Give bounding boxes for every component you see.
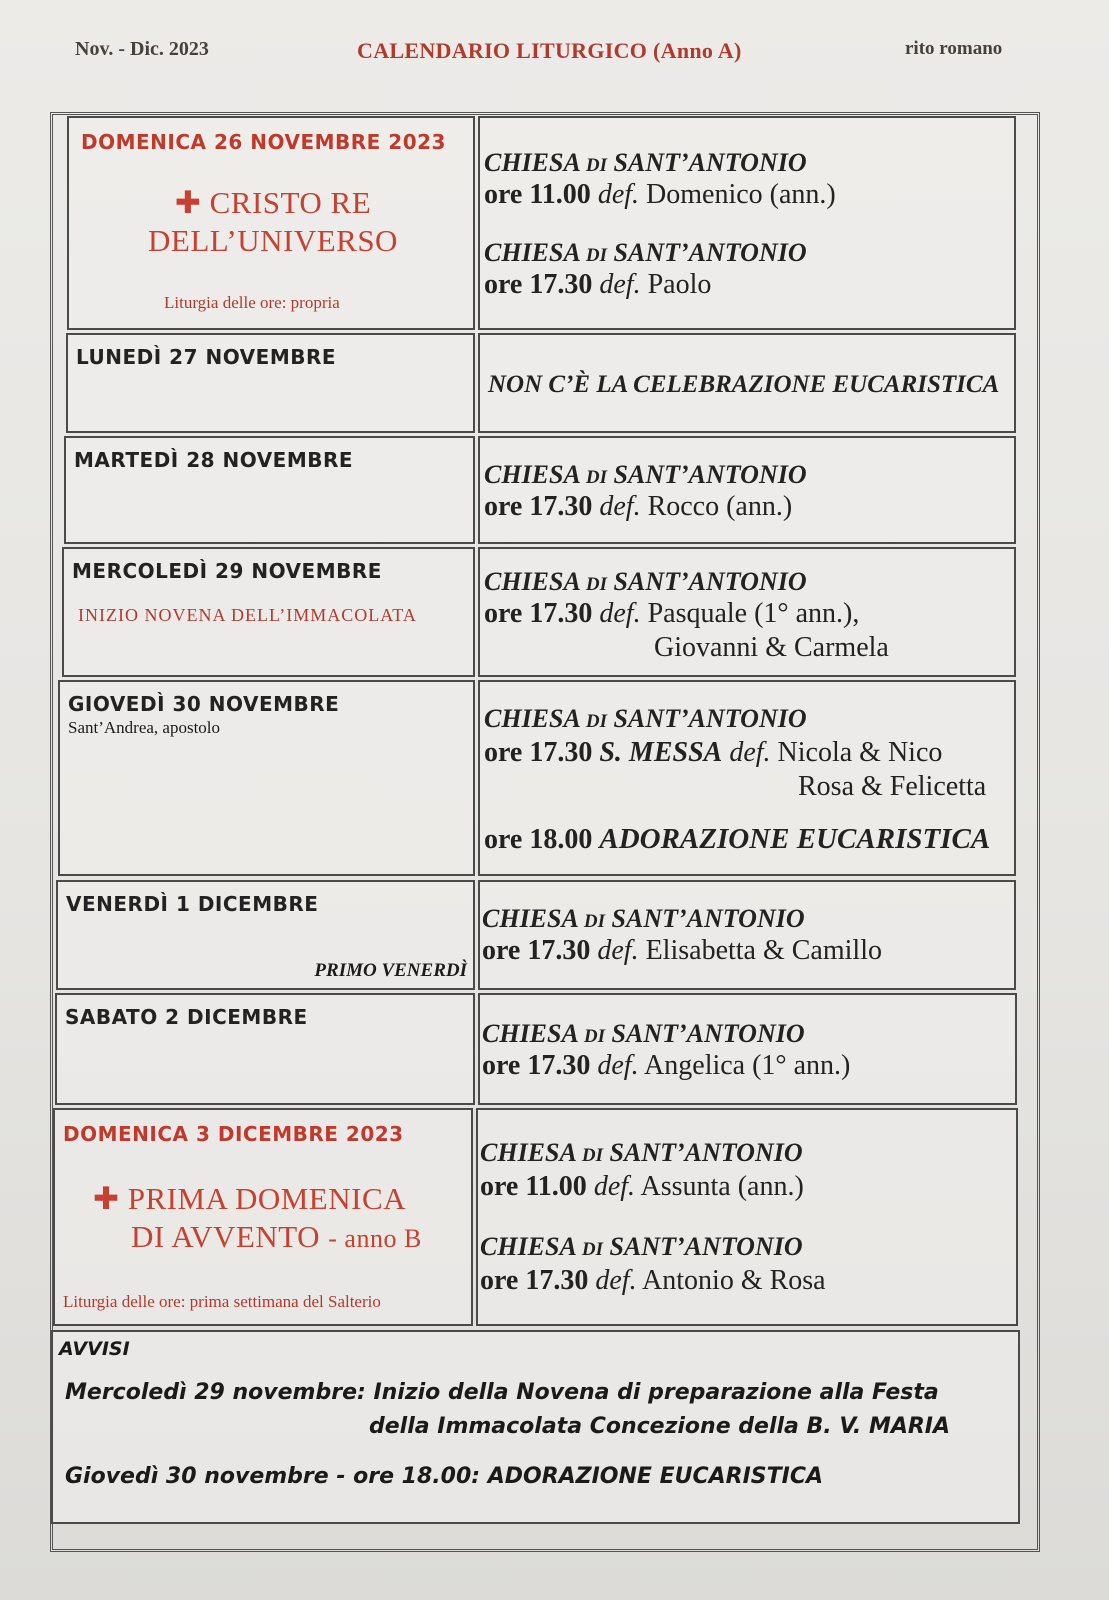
novena-note: INIZIO NOVENA DELL’IMMACOLATA — [78, 605, 417, 625]
day-title: MERCOLEDÌ 29 NOVEMBRE — [72, 559, 382, 583]
header-date-range: Nov. - Dic. 2023 — [75, 38, 209, 60]
mass-cell-wednesday-29 — [478, 547, 1016, 677]
church-name: CHIESA DI SANT’ANTONIO — [484, 238, 807, 267]
first-friday-note: PRIMO VENERDÌ — [314, 960, 467, 981]
mass-entry-cont: Rosa & Felicetta — [798, 771, 987, 802]
day-cell-monday-27 — [66, 333, 475, 433]
church-name: CHIESA DI SANT’ANTONIO — [484, 567, 807, 596]
notices-title: AVVISI — [59, 1338, 130, 1360]
day-cell-thursday-30 — [58, 680, 475, 876]
mass-cell-saturday-2 — [478, 993, 1017, 1105]
church-name: CHIESA DI SANT’ANTONIO — [482, 904, 805, 933]
day-title: DOMENICA 3 DICEMBRE 2023 — [63, 1122, 404, 1146]
day-title: LUNEDÌ 27 NOVEMBRE — [76, 345, 337, 369]
mass-entry: ore 17.30 def. Antonio & Rosa — [480, 1265, 826, 1296]
church-name: CHIESA DI SANT’ANTONIO — [480, 1232, 803, 1261]
mass-entry: ore 17.30 def. Rocco (ann.) — [484, 491, 793, 522]
mass-cell-friday-1 — [478, 880, 1016, 990]
mass-cell-sunday-3 — [476, 1108, 1018, 1326]
mass-cell-sunday-26 — [478, 116, 1016, 330]
cross-icon: ✚ — [174, 185, 202, 220]
header-rite: rito romano — [905, 38, 1003, 59]
feast-title-line2: DELL’UNIVERSO — [148, 223, 398, 258]
church-name: CHIESA DI SANT’ANTONIO — [480, 1138, 803, 1167]
mass-cell-tuesday-28 — [478, 436, 1016, 544]
day-cell-friday-1 — [56, 880, 475, 990]
day-cell-wednesday-29 — [62, 547, 475, 677]
day-cell-saturday-2 — [55, 993, 475, 1105]
church-name: CHIESA DI SANT’ANTONIO — [484, 460, 807, 489]
mass-cell-monday-27 — [478, 333, 1016, 433]
mass-entry: ore 17.30 def. Paolo — [484, 269, 712, 300]
mass-entry: ore 17.30 def. Angelica (1° ann.) — [482, 1050, 851, 1081]
mass-entry: ore 11.00 def. Domenico (ann.) — [484, 179, 836, 210]
notice-line: Giovedì 30 novembre - ore 18.00: ADORAZIONE EUCARISTICA — [65, 1464, 824, 1489]
church-name: CHIESA DI SANT’ANTONIO — [484, 148, 807, 177]
day-title: MARTEDÌ 28 NOVEMBRE — [74, 448, 354, 472]
liturgy-note: Liturgia delle ore: prima settimana del Salterio — [63, 1292, 381, 1311]
day-cell-sunday-26 — [67, 116, 475, 330]
notice-line: della Immacolata Concezione della B. V. MARIA — [369, 1414, 951, 1439]
church-name: CHIESA DI SANT’ANTONIO — [484, 704, 807, 733]
day-title: VENERDÌ 1 DICEMBRE — [66, 892, 319, 916]
feast-title-line2: DI AVVENTO - anno B — [131, 1219, 422, 1254]
mass-entry: ore 17.30 S. MESSA def. Nicola & Nico — [484, 737, 943, 768]
mass-entry: ore 17.30 def. Elisabetta & Camillo — [482, 935, 882, 966]
day-cell-sunday-3 — [53, 1108, 473, 1326]
day-cell-tuesday-28 — [64, 436, 475, 544]
mass-entry: ore 17.30 def. Pasquale (1° ann.), — [484, 598, 860, 629]
saint-note: Sant’Andrea, apostolo — [68, 718, 221, 737]
feast-title: ✚ CRISTO RE — [174, 185, 372, 220]
mass-cell-thursday-30 — [478, 680, 1016, 876]
liturgy-note: Liturgia delle ore: propria — [164, 293, 340, 312]
church-name: CHIESA DI SANT’ANTONIO — [482, 1019, 805, 1048]
day-title: GIOVEDÌ 30 NOVEMBRE — [68, 692, 340, 716]
day-title: SABATO 2 DICEMBRE — [65, 1005, 308, 1029]
notices-box — [51, 1330, 1020, 1524]
feast-title: ✚ PRIMA DOMENICA — [93, 1181, 407, 1216]
page-title: CALENDARIO LITURGICO (Anno A) — [357, 38, 742, 63]
notice-line: Mercoledì 29 novembre: Inizio della Novena di preparazione alla Festa — [65, 1380, 939, 1405]
mass-entry-cont: Giovanni & Carmela — [654, 632, 889, 663]
cross-icon: ✚ — [93, 1181, 120, 1216]
day-title: DOMENICA 26 NOVEMBRE 2023 — [81, 130, 446, 154]
mass-entry: ore 11.00 def. Assunta (ann.) — [480, 1171, 804, 1202]
adoration-entry: ore 18.00 ADORAZIONE EUCARISTICA — [484, 823, 991, 855]
no-mass-note: NON C’È LA CELEBRAZIONE EUCARISTICA — [488, 371, 1000, 398]
